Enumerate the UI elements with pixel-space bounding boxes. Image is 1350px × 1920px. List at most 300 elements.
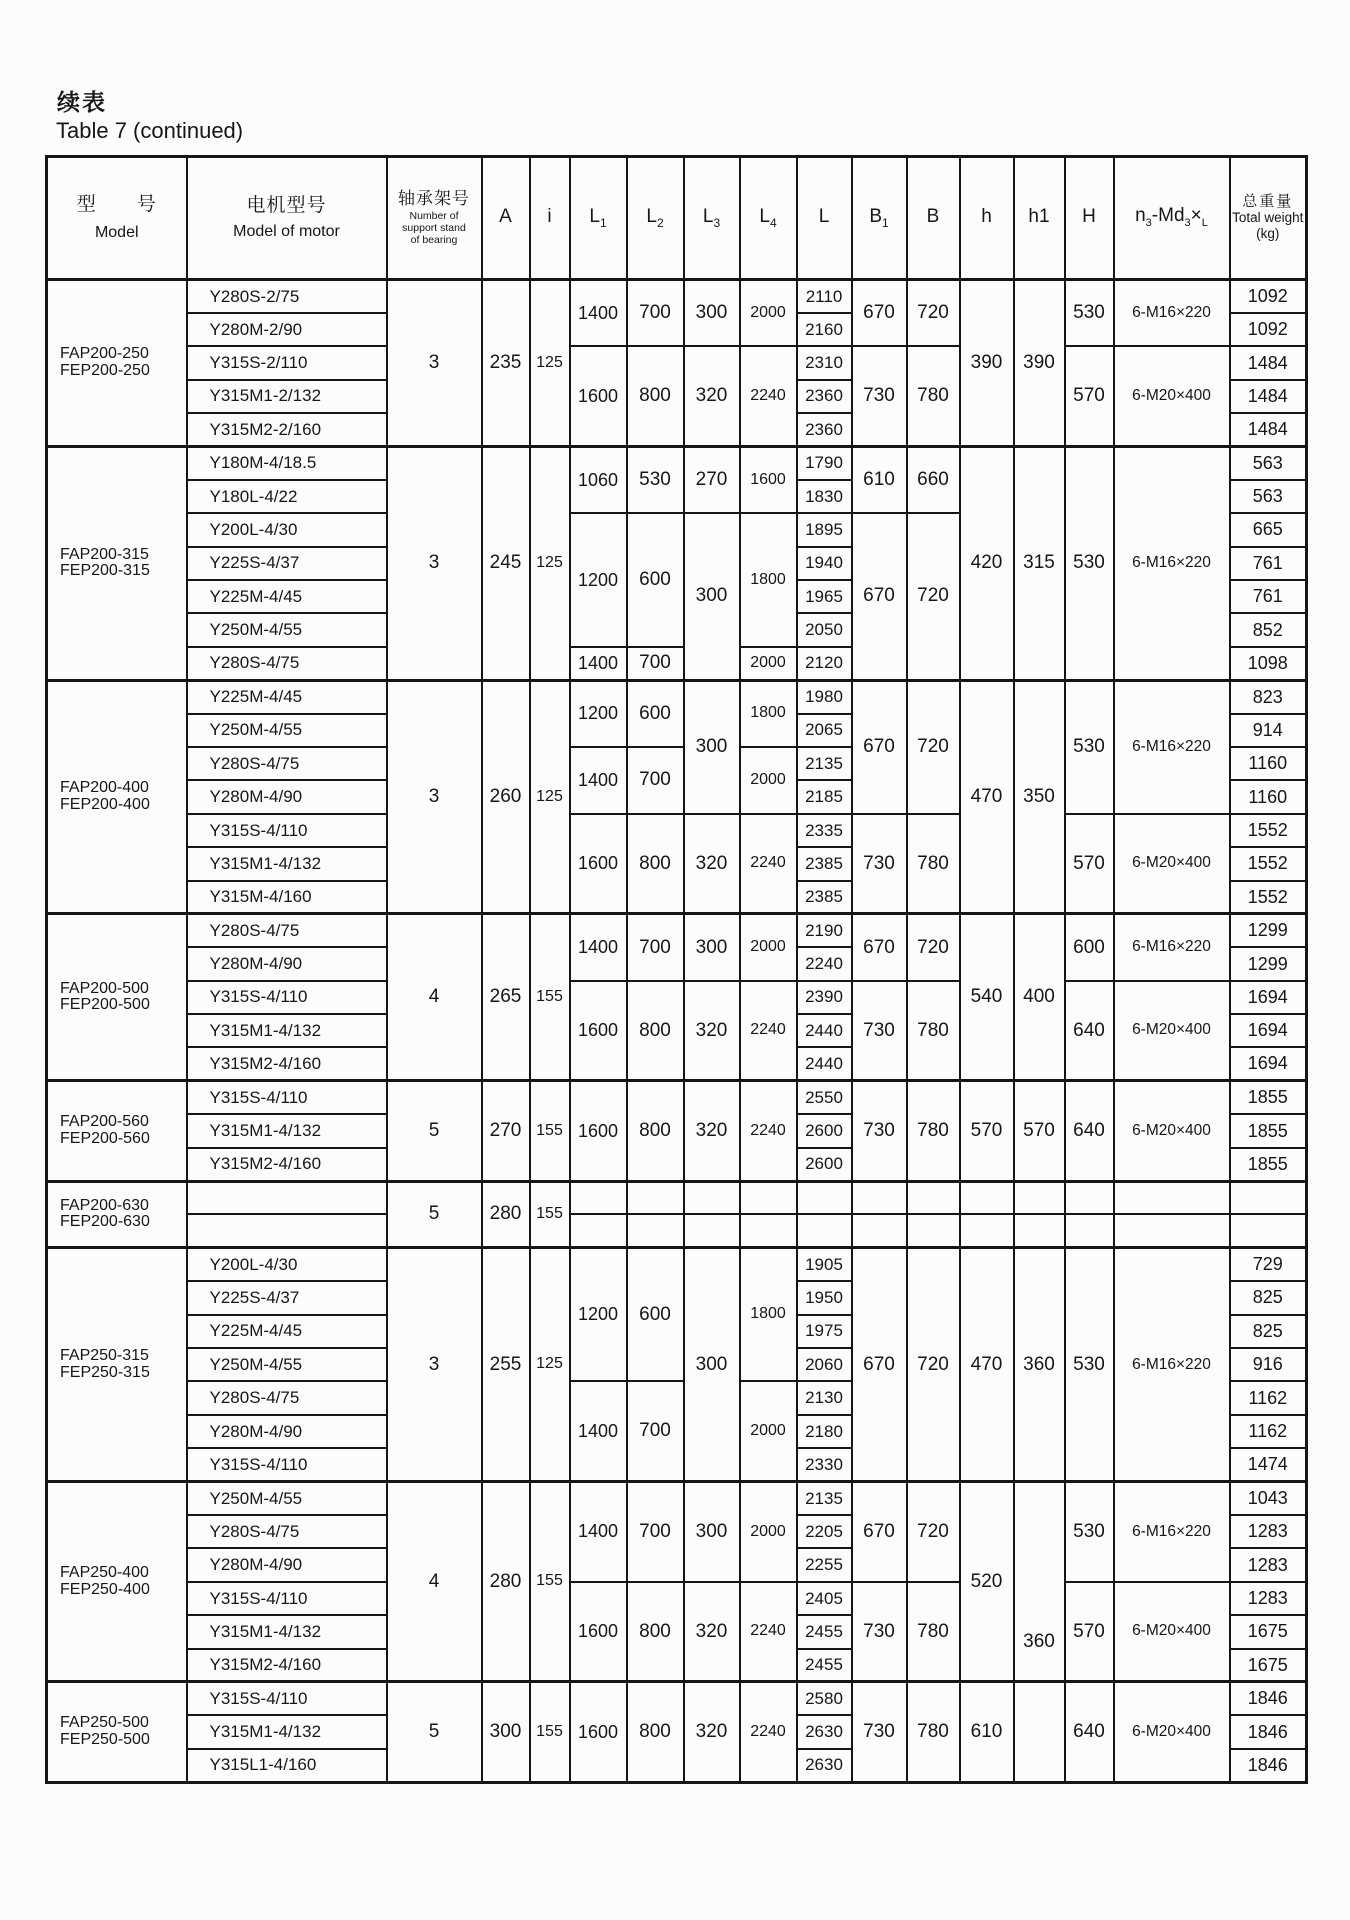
L-cell: 2255 — [797, 1548, 852, 1581]
L1-cell: 1600 — [570, 1682, 627, 1782]
header-row — [47, 157, 1307, 280]
table-row — [47, 1582, 1307, 1615]
L1-cell: 1400 — [570, 280, 627, 347]
A-cell: 280 — [482, 1181, 530, 1248]
bearing-cell: 5 — [387, 1081, 482, 1181]
motor-cell: Y315S-4/110 — [187, 814, 387, 847]
H-cell: 530 — [1065, 1482, 1114, 1582]
B-cell: 780 — [907, 814, 960, 914]
header-total-weight: 总重量 Total weight (kg) — [1230, 157, 1307, 280]
L3-cell: 300 — [684, 914, 740, 981]
n3-cell: 6-M20×400 — [1114, 1682, 1230, 1782]
h-cell: 390 — [960, 280, 1014, 447]
L-cell: 2060 — [797, 1348, 852, 1381]
L4-cell: 2240 — [740, 981, 797, 1081]
L-cell: 2390 — [797, 981, 852, 1014]
table-row — [47, 446, 1307, 479]
L-cell: 2385 — [797, 881, 852, 914]
motor-cell: Y280S-4/75 — [187, 647, 387, 680]
L1-cell: 1600 — [570, 1582, 627, 1682]
motor-cell: Y225M-4/45 — [187, 680, 387, 713]
H-cell: 640 — [1065, 1081, 1114, 1181]
empty-cell — [627, 1214, 684, 1247]
n3-cell: 6-M20×400 — [1114, 1081, 1230, 1181]
h-cell: 520 — [960, 1482, 1014, 1682]
motor-cell: Y315M-4/160 — [187, 881, 387, 914]
H-cell: 640 — [1065, 1682, 1114, 1782]
weight-cell: 761 — [1230, 547, 1307, 580]
L-cell: 2135 — [797, 747, 852, 780]
weight-cell: 729 — [1230, 1248, 1307, 1281]
weight-cell: 1484 — [1230, 413, 1307, 446]
weight-cell: 1855 — [1230, 1148, 1307, 1181]
L4-cell: 2240 — [740, 1582, 797, 1682]
L1-cell: 1400 — [570, 1381, 627, 1481]
i-cell: 125 — [530, 680, 570, 914]
empty-cell — [797, 1214, 852, 1247]
empty-cell — [1114, 1214, 1230, 1247]
weight-cell: 1675 — [1230, 1615, 1307, 1648]
weight-cell: 916 — [1230, 1348, 1307, 1381]
bearing-cell: 3 — [387, 680, 482, 914]
B-cell: 720 — [907, 680, 960, 814]
header-bearing: 轴承架号 Number of support stand of bearing — [387, 157, 482, 280]
L3-cell: 300 — [684, 280, 740, 347]
header-L: L — [797, 157, 852, 280]
header-motor: 电机型号 Model of motor — [187, 157, 387, 280]
H-cell: 530 — [1065, 1248, 1114, 1482]
weight-cell: 1855 — [1230, 1081, 1307, 1114]
L-cell: 2050 — [797, 613, 852, 646]
i-cell: 155 — [530, 1081, 570, 1181]
n3-cell: 6-M16×220 — [1114, 680, 1230, 814]
weight-cell: 665 — [1230, 513, 1307, 546]
L-cell: 2600 — [797, 1148, 852, 1181]
L1-cell: 1200 — [570, 680, 627, 747]
motor-cell: Y250M-4/55 — [187, 1482, 387, 1515]
model-cell: FAP200-500 FEP200-500 — [47, 914, 187, 1081]
bearing-cell: 4 — [387, 1482, 482, 1682]
L-cell: 2630 — [797, 1715, 852, 1748]
n3-cell: 6-M16×220 — [1114, 1482, 1230, 1582]
A-cell: 300 — [482, 1682, 530, 1782]
header-L3: $L_3$ — [684, 157, 740, 280]
L3-cell: 320 — [684, 814, 740, 914]
L4-cell: 2240 — [740, 1081, 797, 1181]
L-cell: 1895 — [797, 513, 852, 546]
table-row — [47, 346, 1307, 379]
L1-cell: 1600 — [570, 814, 627, 914]
motor-cell: Y315M1-4/132 — [187, 847, 387, 880]
L2-cell: 600 — [627, 513, 684, 647]
L-cell: 1950 — [797, 1281, 852, 1314]
table-row — [47, 1081, 1307, 1114]
L-cell: 2455 — [797, 1615, 852, 1648]
L-cell: 1905 — [797, 1248, 852, 1281]
L-cell: 1940 — [797, 547, 852, 580]
L1-cell: 1200 — [570, 513, 627, 647]
L2-cell: 700 — [627, 280, 684, 347]
i-cell: 155 — [530, 914, 570, 1081]
L4-cell: 1600 — [740, 446, 797, 513]
header-h1: h1 — [1014, 157, 1065, 280]
L-cell: 2135 — [797, 1482, 852, 1515]
empty-cell — [570, 1214, 627, 1247]
L2-cell: 700 — [627, 747, 684, 814]
L-cell: 2405 — [797, 1582, 852, 1615]
motor-cell: Y315M2-4/160 — [187, 1047, 387, 1080]
motor-cell: Y225S-4/37 — [187, 1281, 387, 1314]
L-cell: 1965 — [797, 580, 852, 613]
L1-cell: 1600 — [570, 1081, 627, 1181]
B-cell: 720 — [907, 1482, 960, 1582]
L-cell: 2550 — [797, 1081, 852, 1114]
n3-cell: 6-M16×220 — [1114, 914, 1230, 981]
motor-cell: Y250M-4/55 — [187, 613, 387, 646]
L-cell: 1830 — [797, 480, 852, 513]
header-h: h — [960, 157, 1014, 280]
B1-cell: 730 — [852, 346, 907, 446]
H-cell: 530 — [1065, 680, 1114, 814]
B1-cell: 610 — [852, 446, 907, 513]
motor-cell: Y280M-4/90 — [187, 1548, 387, 1581]
L1-cell: 1400 — [570, 747, 627, 814]
motor-cell: Y280M-4/90 — [187, 780, 387, 813]
table-row — [47, 1181, 1307, 1214]
B1-cell: 730 — [852, 1682, 907, 1782]
h1-cell: 400 — [1014, 914, 1065, 1081]
weight-cell: 761 — [1230, 580, 1307, 613]
motor-cell: Y180L-4/22 — [187, 480, 387, 513]
L4-cell: 2000 — [740, 1381, 797, 1481]
B1-cell: 670 — [852, 1248, 907, 1482]
motor-cell: Y315S-4/110 — [187, 1682, 387, 1715]
weight-cell: 1162 — [1230, 1381, 1307, 1414]
L-cell: 1790 — [797, 446, 852, 479]
L-cell: 2455 — [797, 1649, 852, 1682]
motor-cell: Y315S-4/110 — [187, 981, 387, 1014]
header-B1: $B_1$ — [852, 157, 907, 280]
motor-cell: Y280S-4/75 — [187, 1515, 387, 1548]
h-cell: 470 — [960, 680, 1014, 914]
L-cell: 2600 — [797, 1114, 852, 1147]
L1-cell: 1600 — [570, 981, 627, 1081]
motor-cell: Y315M1-4/132 — [187, 1715, 387, 1748]
L-cell: 2440 — [797, 1047, 852, 1080]
header-L2: $L_2$ — [627, 157, 684, 280]
weight-cell: 1160 — [1230, 780, 1307, 813]
L-cell: 2360 — [797, 380, 852, 413]
motor-cell: Y280S-4/75 — [187, 747, 387, 780]
bearing-cell: 3 — [387, 280, 482, 447]
motor-cell: Y315S-2/110 — [187, 346, 387, 379]
page-title-en: Table 7 (continued) — [56, 118, 244, 143]
L3-cell: 300 — [684, 1248, 740, 1482]
i-cell: 155 — [530, 1682, 570, 1782]
B1-cell: 670 — [852, 1482, 907, 1582]
empty-cell — [740, 1214, 797, 1247]
weight-cell: 1162 — [1230, 1415, 1307, 1448]
L1-cell: 1060 — [570, 446, 627, 513]
model-cell: FAP200-630 FEP200-630 — [47, 1181, 187, 1248]
L-cell: 2630 — [797, 1749, 852, 1782]
L-cell: 2360 — [797, 413, 852, 446]
motor-cell: Y315M2-4/160 — [187, 1649, 387, 1682]
motor-cell: Y200L-4/30 — [187, 513, 387, 546]
A-cell: 270 — [482, 1081, 530, 1181]
model-cell: FAP200-250 FEP200-250 — [47, 280, 187, 447]
L1-cell: 1400 — [570, 914, 627, 981]
L3-cell: 320 — [684, 1682, 740, 1782]
L4-cell: 1800 — [740, 680, 797, 747]
L4-cell: 2240 — [740, 1682, 797, 1782]
L3-cell: 320 — [684, 981, 740, 1081]
h1-cell: 315 — [1014, 446, 1065, 680]
model-cell: FAP200-400 FEP200-400 — [47, 680, 187, 914]
A-cell: 255 — [482, 1248, 530, 1482]
bearing-cell: 4 — [387, 914, 482, 1081]
weight-cell: 1098 — [1230, 647, 1307, 680]
L3-cell: 320 — [684, 1582, 740, 1682]
weight-cell: 914 — [1230, 714, 1307, 747]
B1-cell: 670 — [852, 280, 907, 347]
bearing-cell: 3 — [387, 1248, 482, 1482]
model-cell: FAP250-400 FEP250-400 — [47, 1482, 187, 1682]
n3-cell: 6-M16×220 — [1114, 446, 1230, 680]
weight-cell: 1694 — [1230, 1014, 1307, 1047]
motor-cell: Y250M-4/55 — [187, 714, 387, 747]
empty-cell — [627, 1181, 684, 1214]
L4-cell: 2000 — [740, 647, 797, 680]
table-row — [47, 280, 1307, 313]
n3-cell: 6-M16×220 — [1114, 280, 1230, 347]
L2-cell: 600 — [627, 1248, 684, 1382]
B-cell: 780 — [907, 1081, 960, 1181]
motor-cell: Y315M1-2/132 — [187, 380, 387, 413]
weight-cell: 1283 — [1230, 1515, 1307, 1548]
B-cell: 720 — [907, 914, 960, 981]
motor-cell: Y315M1-4/132 — [187, 1014, 387, 1047]
motor-cell: Y315M2-4/160 — [187, 1148, 387, 1181]
empty-cell — [960, 1181, 1014, 1214]
empty-cell — [1114, 1181, 1230, 1214]
empty-cell — [1230, 1214, 1307, 1247]
L-cell: 2160 — [797, 313, 852, 346]
L2-cell: 800 — [627, 1582, 684, 1682]
L3-cell: 300 — [684, 1482, 740, 1582]
n3-cell: 6-M20×400 — [1114, 1582, 1230, 1682]
L4-cell: 2000 — [740, 914, 797, 981]
h1-cell: 390 — [1014, 280, 1065, 447]
L4-cell: 2000 — [740, 280, 797, 347]
n3-cell: 6-M20×400 — [1114, 981, 1230, 1081]
motor-cell: Y225S-4/37 — [187, 547, 387, 580]
weight-cell: 1043 — [1230, 1482, 1307, 1515]
table-row — [47, 1214, 1307, 1247]
L2-cell: 700 — [627, 914, 684, 981]
H-cell: 570 — [1065, 814, 1114, 914]
weight-cell: 1552 — [1230, 814, 1307, 847]
h-cell: 610 — [960, 1682, 1014, 1782]
motor-cell: Y225M-4/45 — [187, 1315, 387, 1348]
i-cell: 125 — [530, 280, 570, 447]
motor-cell: Y315S-4/110 — [187, 1582, 387, 1615]
weight-cell: 1299 — [1230, 947, 1307, 980]
weight-cell: 1846 — [1230, 1715, 1307, 1748]
header-L4: $L_4$ — [740, 157, 797, 280]
B1-cell: 730 — [852, 1081, 907, 1181]
empty-cell — [907, 1214, 960, 1247]
B-cell: 660 — [907, 446, 960, 513]
weight-cell: 1855 — [1230, 1114, 1307, 1147]
h-cell: 540 — [960, 914, 1014, 1081]
L3-cell: 300 — [684, 680, 740, 814]
L3-cell: 320 — [684, 1081, 740, 1181]
empty-cell — [684, 1214, 740, 1247]
L3-cell: 320 — [684, 346, 740, 446]
L-cell: 2385 — [797, 847, 852, 880]
weight-cell: 825 — [1230, 1281, 1307, 1314]
motor-cell: Y225M-4/45 — [187, 580, 387, 613]
L-cell: 2130 — [797, 1381, 852, 1414]
weight-cell: 1484 — [1230, 380, 1307, 413]
B1-cell: 670 — [852, 513, 907, 680]
motor-cell: Y200L-4/30 — [187, 1248, 387, 1281]
A-cell: 265 — [482, 914, 530, 1081]
motor-cell: Y280M-4/90 — [187, 947, 387, 980]
weight-cell: 563 — [1230, 446, 1307, 479]
h1-cell — [1014, 1682, 1065, 1782]
weight-cell: 1283 — [1230, 1548, 1307, 1581]
L1-cell: 1600 — [570, 346, 627, 446]
empty-cell — [960, 1214, 1014, 1247]
weight-cell: 1675 — [1230, 1649, 1307, 1682]
L4-cell: 2240 — [740, 814, 797, 914]
A-cell: 260 — [482, 680, 530, 914]
H-cell: 570 — [1065, 1582, 1114, 1682]
weight-cell: 1694 — [1230, 1047, 1307, 1080]
motor-cell — [187, 1214, 387, 1247]
empty-cell — [570, 1181, 627, 1214]
L-cell: 2335 — [797, 814, 852, 847]
A-cell: 245 — [482, 446, 530, 680]
H-cell: 600 — [1065, 914, 1114, 981]
weight-cell: 823 — [1230, 680, 1307, 713]
L2-cell: 800 — [627, 1682, 684, 1782]
L2-cell: 600 — [627, 680, 684, 747]
h1-cell: 360 — [1014, 1482, 1065, 1682]
n3-cell: 6-M16×220 — [1114, 1248, 1230, 1482]
motor-cell — [187, 1181, 387, 1214]
L2-cell: 700 — [627, 1482, 684, 1582]
table-row — [47, 1682, 1307, 1715]
motor-cell: Y315M1-4/132 — [187, 1615, 387, 1648]
L-cell: 1975 — [797, 1315, 852, 1348]
header-H: H — [1065, 157, 1114, 280]
weight-cell: 852 — [1230, 613, 1307, 646]
model-cell: FAP250-315 FEP250-315 — [47, 1248, 187, 1482]
L-cell: 2330 — [797, 1448, 852, 1481]
B-cell: 780 — [907, 981, 960, 1081]
i-cell: 155 — [530, 1181, 570, 1248]
L-cell: 2310 — [797, 346, 852, 379]
L4-cell: 1800 — [740, 513, 797, 647]
A-cell: 235 — [482, 280, 530, 447]
L1-cell: 1400 — [570, 1482, 627, 1582]
A-cell: 280 — [482, 1482, 530, 1682]
page-title-zh: 续表 — [57, 89, 107, 115]
B-cell: 720 — [907, 280, 960, 347]
L4-cell: 2240 — [740, 346, 797, 446]
H-cell: 530 — [1065, 446, 1114, 680]
table-row — [47, 814, 1307, 847]
table-row — [47, 1248, 1307, 1281]
motor-cell: Y180M-4/18.5 — [187, 446, 387, 479]
motor-cell: Y280M-4/90 — [187, 1415, 387, 1448]
weight-cell: 825 — [1230, 1315, 1307, 1348]
weight-cell: 1092 — [1230, 313, 1307, 346]
B1-cell: 730 — [852, 814, 907, 914]
weight-cell: 1283 — [1230, 1582, 1307, 1615]
h1-cell: 360 — [1014, 1248, 1065, 1482]
weight-cell: 1552 — [1230, 847, 1307, 880]
L3-cell: 300 — [684, 513, 740, 680]
h-cell: 470 — [960, 1248, 1014, 1482]
B-cell: 780 — [907, 346, 960, 446]
B-cell: 720 — [907, 513, 960, 680]
B1-cell: 670 — [852, 680, 907, 814]
weight-cell: 1484 — [1230, 346, 1307, 379]
B-cell: 780 — [907, 1582, 960, 1682]
header-A: A — [482, 157, 530, 280]
table-row — [47, 680, 1307, 713]
L2-cell: 530 — [627, 446, 684, 513]
table-row — [47, 981, 1307, 1014]
L-cell: 2180 — [797, 1415, 852, 1448]
motor-cell: Y315S-4/110 — [187, 1448, 387, 1481]
L-cell: 2440 — [797, 1014, 852, 1047]
n3-cell: 6-M20×400 — [1114, 346, 1230, 446]
motor-cell: Y315M1-4/132 — [187, 1114, 387, 1147]
L2-cell: 800 — [627, 346, 684, 446]
table-row — [47, 914, 1307, 947]
motor-cell: Y315L1-4/160 — [187, 1749, 387, 1782]
empty-cell — [907, 1181, 960, 1214]
L-cell: 2205 — [797, 1515, 852, 1548]
B-cell: 780 — [907, 1682, 960, 1782]
weight-cell: 563 — [1230, 480, 1307, 513]
weight-cell: 1299 — [1230, 914, 1307, 947]
empty-cell — [684, 1181, 740, 1214]
i-cell: 125 — [530, 1248, 570, 1482]
L-cell: 2065 — [797, 714, 852, 747]
weight-cell: 1846 — [1230, 1682, 1307, 1715]
table-row — [47, 1482, 1307, 1515]
h1-cell: 570 — [1014, 1081, 1065, 1181]
motor-cell: Y315M2-2/160 — [187, 413, 387, 446]
h-cell: 570 — [960, 1081, 1014, 1181]
empty-cell — [1014, 1214, 1065, 1247]
bearing-cell: 5 — [387, 1181, 482, 1248]
B1-cell: 730 — [852, 981, 907, 1081]
motor-cell: Y315S-4/110 — [187, 1081, 387, 1114]
empty-cell — [1065, 1181, 1114, 1214]
L4-cell: 2000 — [740, 1482, 797, 1582]
bearing-cell: 5 — [387, 1682, 482, 1782]
H-cell: 530 — [1065, 280, 1114, 347]
L1-cell: 1400 — [570, 647, 627, 680]
weight-cell: 1092 — [1230, 280, 1307, 313]
